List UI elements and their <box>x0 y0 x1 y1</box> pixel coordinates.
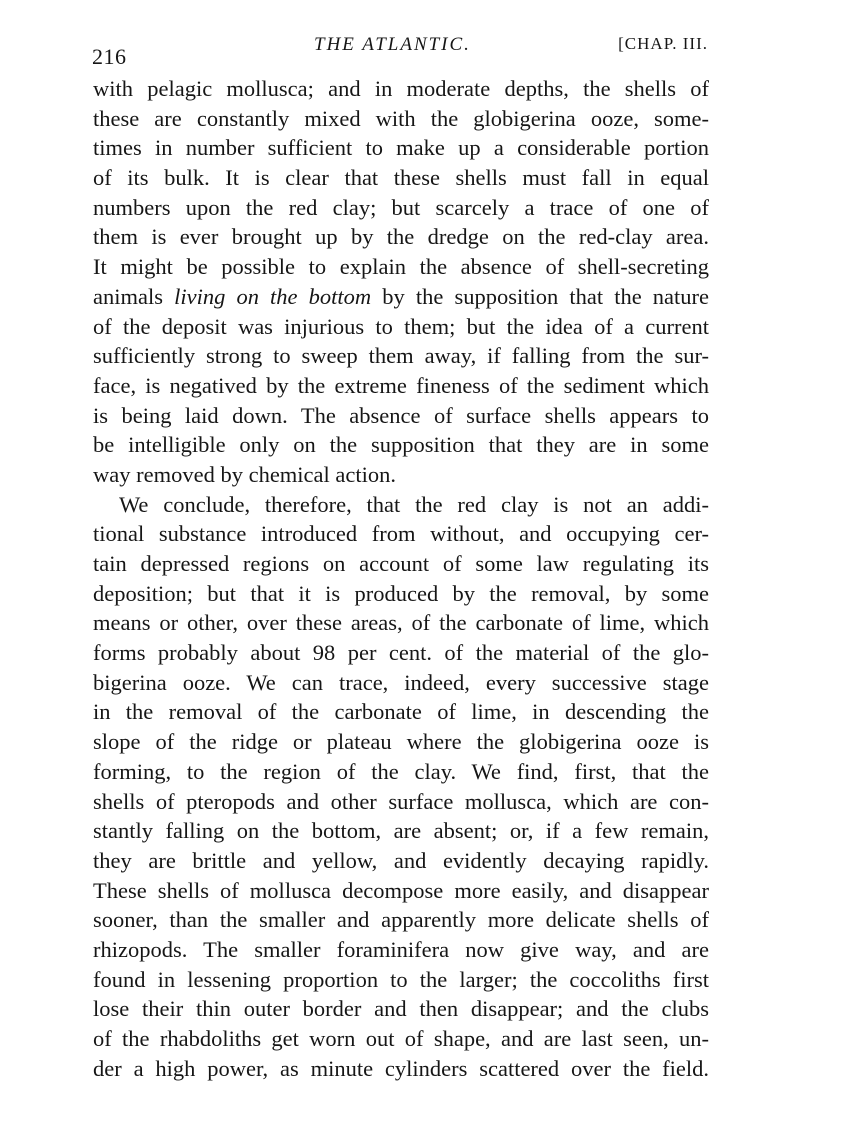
text-line: is being laid down. The absence of surface shells appears to <box>93 402 709 428</box>
text-line: tain depressed regions on account of some law regulating its <box>93 551 709 576</box>
text-line: These shells of mollusca decompose more easily, and disappear <box>93 877 709 903</box>
paragraph-1 <box>93 74 709 490</box>
text-line: der a high power, as minute cylinders scattered over the field. <box>93 1055 709 1081</box>
text-line: tional substance introduced from without, and occupying cer- <box>93 521 709 547</box>
running-title: THE ATLANTIC. <box>314 34 471 55</box>
body-text <box>93 74 709 1083</box>
text-line: means or other, over these areas, of the carbonate of lime, which <box>93 610 709 636</box>
text-line: found in lessening proportion to the larger; the coccoliths first <box>93 966 709 992</box>
text-line: them is ever brought up by the dredge on the red-clay area. <box>93 224 709 250</box>
text-segment: by the supposition that the nature <box>371 283 710 309</box>
text-segment: animals <box>93 283 175 309</box>
chapter-reference: [CHAP. III. <box>618 34 708 53</box>
text-line: forming, to the region of the clay. We find, first, that the <box>93 758 709 784</box>
text-line: of the rhabdoliths get worn out of shape, and are last seen, un- <box>93 1026 709 1051</box>
page-header <box>92 34 708 74</box>
text-line-with-italic <box>93 282 709 312</box>
text-line: way removed by chemical action. <box>93 461 397 487</box>
text-line: sufficiently strong to sweep them away, if falling from the sur- <box>93 343 709 369</box>
text-line: stantly falling on the bottom, are absent; or, if a few remain, <box>93 818 709 844</box>
text-line: bigerina ooze. We can trace, indeed, every successive stage <box>93 669 709 695</box>
text-line: be intelligible only on the supposition that they are in some <box>93 432 709 458</box>
text-line: these are constantly mixed with the globigerina ooze, some- <box>93 105 709 131</box>
paragraph-2 <box>93 490 709 1084</box>
text-line: lose their thin outer border and then disappear; and the clubs <box>93 996 709 1022</box>
text-line: times in number sufficient to make up a considerable portion <box>93 135 709 161</box>
text-line: It might be possible to explain the absence of shell-secreting <box>93 254 709 280</box>
text-line: face, is negatived by the extreme fineness of the sediment which <box>93 372 709 398</box>
text-line: sooner, than the smaller and apparently more delicate shells of <box>93 907 709 933</box>
text-line: in the removal of the carbonate of lime, in descending the <box>93 699 709 725</box>
italic-phrase: living on the bottom <box>174 283 372 309</box>
text-line: slope of the ridge or plateau where the globigerina ooze is <box>93 729 709 755</box>
text-line: numbers upon the red clay; but scarcely a trace of one of <box>93 194 709 220</box>
text-line: rhizopods. The smaller foraminifera now give way, and are <box>93 936 709 962</box>
text-line: shells of pteropods and other surface mollusca, which are con- <box>93 788 709 814</box>
page-number: 216 <box>92 44 127 69</box>
text-line: deposition; but that it is produced by the removal, by some <box>93 580 709 606</box>
text-line: of its bulk. It is clear that these shells must fall in equal <box>93 165 709 191</box>
text-line: they are brittle and yellow, and evidently decaying rapidly. <box>93 847 709 873</box>
text-line: forms probably about 98 per cent. of the material of the glo- <box>93 640 709 666</box>
text-line: We conclude, therefore, that the red clay is not an addi- <box>119 491 709 517</box>
text-line: with pelagic mollusca; and in moderate depths, the shells of <box>93 76 709 101</box>
text-line: of the deposit was injurious to them; but the idea of a current <box>93 313 709 339</box>
